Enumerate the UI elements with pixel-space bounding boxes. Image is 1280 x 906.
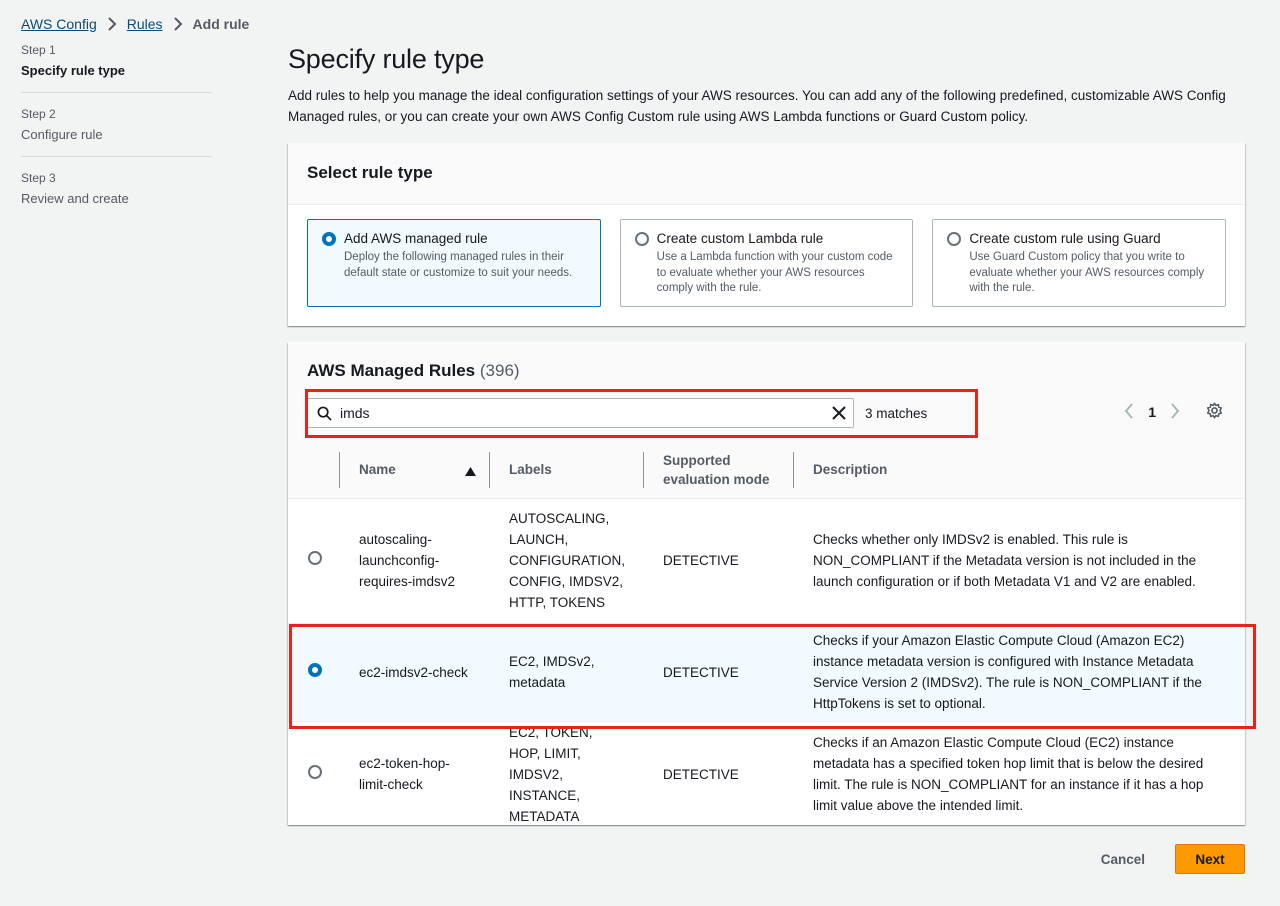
radio-icon[interactable]: [947, 232, 961, 246]
column-header-labels[interactable]: Labels: [490, 442, 644, 498]
tile-title: Create custom Lambda rule: [656, 231, 824, 246]
main-heading: [288, 44, 1245, 127]
select-column-header: [288, 442, 340, 498]
breadcrumb-current: Add rule: [192, 16, 250, 32]
breadcrumb: [21, 16, 249, 32]
table-row[interactable]: [288, 498, 1245, 623]
page-description: Add rules to help you manage the ideal configuration settings of your AWS resources. You can add any of the following predefined, customizable AWS Config Managed rules, or you can create your own AWS Config Custom rule using AWS Lambda functions or Guard Custom policy.: [288, 88, 1226, 124]
tile-custom-guard-rule[interactable]: [932, 219, 1226, 307]
rule-description: Checks if an Amazon Elastic Compute Cloud (EC2) instance metadata has a specified token hop limit that is below the desired limit. The rule is NON_COMPLIANT for an instance if it has a hop limit value above the intended limit.: [813, 735, 1204, 813]
rule-labels: AUTOSCALING, LAUNCH, CONFIGURATION, CONFIG, IMDSV2, HTTP, TOKENS: [490, 498, 644, 623]
radio-icon[interactable]: [635, 232, 649, 246]
table-row[interactable]: [288, 721, 1245, 827]
column-header-name[interactable]: Name: [340, 442, 490, 498]
next-button[interactable]: Next: [1175, 844, 1245, 874]
rule-type-tiles: [288, 205, 1245, 321]
page-number[interactable]: 1: [1148, 404, 1156, 420]
tile-description: Use Guard Custom policy that you write to evaluate whether your AWS resources comply with the rule.: [969, 251, 1205, 294]
rule-mode: DETECTIVE: [644, 498, 794, 623]
column-header-description[interactable]: Description: [794, 442, 1245, 498]
highlight-box-search: [305, 389, 978, 438]
panel-header: Select rule type: [288, 143, 1245, 205]
wizard-footer: [1101, 844, 1245, 874]
step-title: Review and create: [21, 191, 129, 206]
gear-icon[interactable]: [1206, 402, 1223, 422]
highlight-box-selected-row: [289, 624, 1256, 729]
breadcrumb-aws-config-link[interactable]: AWS Config: [21, 16, 97, 32]
tile-description: Deploy the following managed rules in their default state or customize to suit your needs.: [344, 251, 573, 279]
breadcrumb-rules-link[interactable]: Rules: [126, 16, 163, 32]
select-rule-type-panel: [288, 143, 1245, 326]
step-3: [21, 156, 212, 220]
wizard-steps: [21, 43, 212, 220]
radio-selected-icon[interactable]: [322, 232, 336, 246]
step-title: Specify rule type: [21, 63, 126, 78]
rule-name: autoscaling-launchconfig-requires-imdsv2: [340, 498, 490, 623]
tile-title: Create custom rule using Guard: [969, 231, 1161, 246]
rule-name: ec2-imdsv2-check: [340, 623, 490, 721]
rule-mode: DETECTIVE: [663, 766, 739, 782]
row-radio[interactable]: [308, 765, 322, 779]
tile-title: Add AWS managed rule: [344, 231, 488, 246]
tile-aws-managed-rule[interactable]: [307, 219, 601, 307]
tile-description: Use a Lambda function with your custom code to evaluate whether your AWS resources comply with the rule.: [656, 251, 893, 294]
tile-custom-lambda-rule[interactable]: [620, 219, 914, 307]
step-number: Step 3: [21, 171, 56, 185]
column-header-evaluation-mode[interactable]: Supported evaluation mode: [644, 442, 794, 498]
cancel-button[interactable]: Cancel: [1100, 851, 1145, 867]
chevron-right-icon: [107, 17, 117, 31]
pagination: [1124, 402, 1223, 422]
row-radio[interactable]: [308, 551, 322, 565]
match-count: 3 matches: [865, 406, 928, 421]
rules-title: AWS Managed Rules: [307, 361, 476, 380]
chevron-right-icon: [173, 17, 183, 31]
chevron-left-icon[interactable]: [1124, 403, 1134, 422]
step-title: Configure rule: [21, 127, 103, 142]
rule-name: ec2-token-hop-limit-check: [359, 756, 450, 792]
step-number: Step 2: [21, 107, 56, 121]
step-2: [21, 92, 212, 156]
step-1: [21, 43, 212, 92]
rule-labels: EC2, IMDSv2, metadata: [490, 623, 644, 721]
rule-description: Checks if your Amazon Elastic Compute Cloud (Amazon EC2) instance metadata version is configured with Instance Metadata Service Version 2 (IMDSv2). The rule is NON_COMPLIANT if the HttpTokens is set to optional.: [794, 623, 1245, 721]
rule-mode: DETECTIVE: [644, 623, 794, 721]
page-title: Specify rule type: [288, 44, 485, 74]
chevron-right-icon[interactable]: [1170, 403, 1180, 422]
rule-description: Checks whether only IMDSv2 is enabled. This rule is NON_COMPLIANT if the Metadata version is not included in the launch configuration or if both Metadata V1 and V2 are enabled.: [794, 498, 1245, 623]
sort-ascending-icon[interactable]: [465, 464, 476, 479]
rules-count: (396): [479, 361, 520, 380]
step-number: Step 1: [21, 43, 56, 57]
rule-labels: EC2, TOKEN, HOP, LIMIT, IMDSV2, INSTANCE, METADATA: [509, 724, 593, 824]
